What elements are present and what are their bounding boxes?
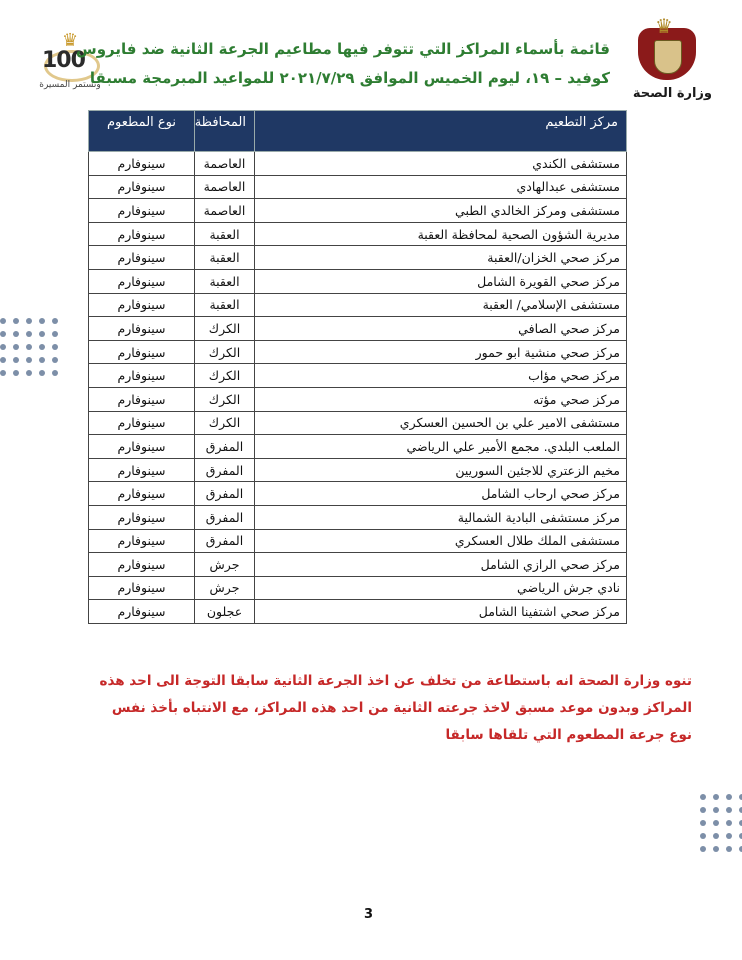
cell-governorate: العقبة bbox=[195, 293, 255, 317]
dot-icon bbox=[726, 846, 732, 852]
cell-governorate: المفرق bbox=[195, 435, 255, 459]
cell-center-name: مستشفى ومركز الخالدي الطبي bbox=[255, 199, 627, 223]
cell-vaccine-type: سينوفارم bbox=[89, 293, 195, 317]
dot-icon bbox=[0, 318, 6, 324]
table-row bbox=[89, 387, 627, 411]
table-row bbox=[89, 458, 627, 482]
page-number: 3 bbox=[364, 907, 374, 922]
cell-governorate: عجلون bbox=[195, 600, 255, 624]
table-row bbox=[89, 553, 627, 577]
vaccination-centers-table bbox=[88, 110, 627, 624]
dot-icon bbox=[713, 820, 719, 826]
cell-center-name: مركز صحي اشتفينا الشامل bbox=[255, 600, 627, 624]
dot-icon bbox=[52, 344, 58, 350]
dot-icon bbox=[26, 357, 32, 363]
table-row bbox=[89, 576, 627, 600]
dot-icon bbox=[700, 833, 706, 839]
cell-vaccine-type: سينوفارم bbox=[89, 600, 195, 624]
cell-vaccine-type: سينوفارم bbox=[89, 411, 195, 435]
dot-icon bbox=[0, 344, 6, 350]
notice-line: المراكز وبدون موعد مسبق لاخذ جرعته الثانية من احد هذه المراكز، مع الانتباه بأخذ نفس bbox=[111, 700, 692, 716]
cell-governorate: جرش bbox=[195, 576, 255, 600]
cell-center-name: مركز صحي مؤته bbox=[255, 387, 627, 411]
cell-center-name: مستشفى عبدالهادي bbox=[255, 175, 627, 199]
table-row bbox=[89, 269, 627, 293]
cell-governorate: الكرك bbox=[195, 411, 255, 435]
dot-icon bbox=[52, 331, 58, 337]
cell-governorate: الكرك bbox=[195, 387, 255, 411]
dot-icon bbox=[713, 807, 719, 813]
notice-line: تنوه وزارة الصحة انه باستطاعة من تخلف عن اخذ الجرعة الثانية سابقا التوجة الى احد هذه bbox=[99, 673, 692, 689]
dot-icon bbox=[39, 357, 45, 363]
dot-icon bbox=[39, 370, 45, 376]
dot-icon bbox=[726, 794, 732, 800]
cell-vaccine-type: سينوفارم bbox=[89, 340, 195, 364]
dot-icon bbox=[26, 331, 32, 337]
cell-vaccine-type: سينوفارم bbox=[89, 199, 195, 223]
table-row bbox=[89, 435, 627, 459]
dot-icon bbox=[700, 794, 706, 800]
dot-icon bbox=[52, 370, 58, 376]
dot-icon bbox=[26, 318, 32, 324]
dot-icon bbox=[26, 344, 32, 350]
cell-vaccine-type: سينوفارم bbox=[89, 458, 195, 482]
cell-vaccine-type: سينوفارم bbox=[89, 222, 195, 246]
ministry-notice bbox=[80, 668, 692, 749]
centennial-number: 100 bbox=[42, 48, 85, 73]
dot-icon bbox=[13, 357, 19, 363]
cell-governorate: العقبة bbox=[195, 269, 255, 293]
jordan-crest-icon: ♛ bbox=[632, 14, 702, 84]
cell-vaccine-type: سينوفارم bbox=[89, 152, 195, 176]
cell-vaccine-type: سينوفارم bbox=[89, 246, 195, 270]
decorative-dots-left bbox=[0, 318, 58, 376]
cell-vaccine-type: سينوفارم bbox=[89, 175, 195, 199]
dot-icon bbox=[713, 846, 719, 852]
dot-icon bbox=[52, 318, 58, 324]
table-row bbox=[89, 364, 627, 388]
cell-center-name: مركز صحي منشية ابو حمور bbox=[255, 340, 627, 364]
decorative-dots-right bbox=[700, 794, 742, 852]
table-row bbox=[89, 505, 627, 529]
table-body bbox=[89, 152, 627, 624]
cell-vaccine-type: سينوفارم bbox=[89, 387, 195, 411]
dot-icon bbox=[700, 820, 706, 826]
cell-governorate: جرش bbox=[195, 553, 255, 577]
cell-vaccine-type: سينوفارم bbox=[89, 269, 195, 293]
dot-icon bbox=[0, 357, 6, 363]
table-header-row bbox=[89, 111, 627, 152]
cell-governorate: العاصمة bbox=[195, 175, 255, 199]
crown-icon: ♛ bbox=[62, 30, 79, 51]
table-row bbox=[89, 199, 627, 223]
page-title-line1: قائمة بأسماء المراكز التي تتوفر فيها مطاعيم الجرعة الثانية ضد فايروس bbox=[76, 40, 610, 58]
column-header-center: مركز التطعيم bbox=[255, 111, 627, 152]
cell-center-name: مستشفى الإسلامي/ العقبة bbox=[255, 293, 627, 317]
dot-icon bbox=[13, 344, 19, 350]
dot-icon bbox=[700, 807, 706, 813]
column-header-vaccine-type: نوع المطعوم bbox=[89, 111, 195, 152]
table-row bbox=[89, 175, 627, 199]
notice-line: نوع جرعة المطعوم التي تلقاها سابقا bbox=[445, 727, 692, 743]
dot-icon bbox=[13, 370, 19, 376]
centennial-slogan: وتستمر المسيرة bbox=[39, 80, 101, 90]
dot-icon bbox=[0, 370, 6, 376]
table-row bbox=[89, 529, 627, 553]
cell-governorate: العقبة bbox=[195, 222, 255, 246]
cell-center-name: مخيم الزعتري للاجئين السوريين bbox=[255, 458, 627, 482]
cell-vaccine-type: سينوفارم bbox=[89, 482, 195, 506]
cell-governorate: العاصمة bbox=[195, 199, 255, 223]
cell-vaccine-type: سينوفارم bbox=[89, 364, 195, 388]
cell-center-name: الملعب البلدي. مجمع الأمير علي الرياضي bbox=[255, 435, 627, 459]
cell-center-name: مركز صحي مؤاب bbox=[255, 364, 627, 388]
cell-center-name: مركز صحي الرازي الشامل bbox=[255, 553, 627, 577]
cell-vaccine-type: سينوفارم bbox=[89, 505, 195, 529]
cell-governorate: الكرك bbox=[195, 364, 255, 388]
table-row bbox=[89, 246, 627, 270]
dot-icon bbox=[700, 846, 706, 852]
table-row bbox=[89, 317, 627, 341]
dot-icon bbox=[726, 820, 732, 826]
ministry-name: وزارة الصحة bbox=[632, 86, 712, 101]
cell-vaccine-type: سينوفارم bbox=[89, 435, 195, 459]
cell-vaccine-type: سينوفارم bbox=[89, 576, 195, 600]
cell-governorate: العاصمة bbox=[195, 152, 255, 176]
dot-icon bbox=[726, 833, 732, 839]
dot-icon bbox=[39, 331, 45, 337]
dot-icon bbox=[726, 807, 732, 813]
cell-vaccine-type: سينوفارم bbox=[89, 529, 195, 553]
cell-governorate: المفرق bbox=[195, 505, 255, 529]
cell-governorate: العقبة bbox=[195, 246, 255, 270]
cell-center-name: مديرية الشؤون الصحية لمحافظة العقبة bbox=[255, 222, 627, 246]
table-row bbox=[89, 482, 627, 506]
dot-icon bbox=[713, 794, 719, 800]
table-row bbox=[89, 293, 627, 317]
dot-icon bbox=[52, 357, 58, 363]
cell-governorate: المفرق bbox=[195, 458, 255, 482]
page-title-line2: كوفيد – ١٩، ليوم الخميس الموافق ٢٠٢١/٧/٢٩ للمواعيد المبرمجة مسبقا bbox=[89, 69, 610, 87]
dot-icon bbox=[39, 344, 45, 350]
dot-icon bbox=[39, 318, 45, 324]
cell-governorate: المفرق bbox=[195, 529, 255, 553]
dot-icon bbox=[26, 370, 32, 376]
cell-center-name: مركز مستشفى البادية الشمالية bbox=[255, 505, 627, 529]
dot-icon bbox=[713, 833, 719, 839]
cell-vaccine-type: سينوفارم bbox=[89, 317, 195, 341]
column-header-governorate: المحافظة bbox=[195, 111, 255, 152]
page-header bbox=[0, 0, 742, 110]
dot-icon bbox=[13, 331, 19, 337]
cell-governorate: الكرك bbox=[195, 340, 255, 364]
table-row bbox=[89, 222, 627, 246]
cell-center-name: مركز صحي الصافي bbox=[255, 317, 627, 341]
dot-icon bbox=[13, 318, 19, 324]
cell-center-name: مركز صحي الخزان/العقبة bbox=[255, 246, 627, 270]
cell-center-name: مركز صحي القويرة الشامل bbox=[255, 269, 627, 293]
dot-icon bbox=[0, 331, 6, 337]
cell-center-name: مركز صحي ارحاب الشامل bbox=[255, 482, 627, 506]
table-row bbox=[89, 152, 627, 176]
cell-center-name: مستشفى الامير علي بن الحسين العسكري bbox=[255, 411, 627, 435]
cell-vaccine-type: سينوفارم bbox=[89, 553, 195, 577]
cell-center-name: مستشفى الملك طلال العسكري bbox=[255, 529, 627, 553]
cell-center-name: نادي جرش الرياضي bbox=[255, 576, 627, 600]
table-row bbox=[89, 411, 627, 435]
table-row bbox=[89, 600, 627, 624]
cell-center-name: مستشفى الكندي bbox=[255, 152, 627, 176]
cell-governorate: الكرك bbox=[195, 317, 255, 341]
cell-governorate: المفرق bbox=[195, 482, 255, 506]
table-row bbox=[89, 340, 627, 364]
